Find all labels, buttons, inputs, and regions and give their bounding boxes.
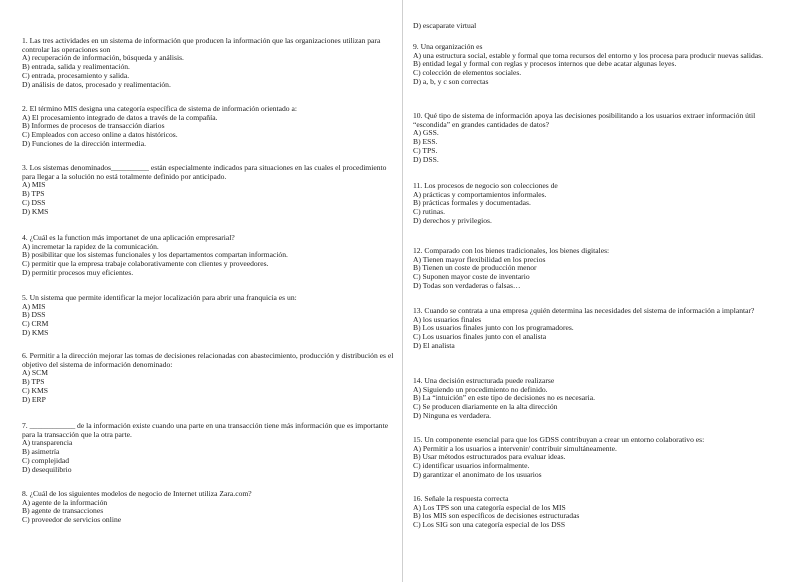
option-b: B) La “intuición” en este tipo de decisiones no es necesaria. <box>413 393 595 403</box>
question-1 <box>22 37 394 89</box>
option-b: B) ESS. <box>413 137 438 147</box>
question-text: 7. ____________ de la información existe cuando una parte en una transacción tiene más información que es importante para la transacción que la otra parte. <box>22 421 389 439</box>
option-c: C) CRM <box>22 319 49 329</box>
option-a: A) transparencia <box>22 438 73 448</box>
option-b: B) prácticas formales y documentadas. <box>413 198 531 208</box>
option-c: C) proveedor de servicios online <box>22 515 122 525</box>
option-d: D) derechos y privilegios. <box>413 215 492 225</box>
option-a: A) prácticas y comportamientos informales. <box>413 189 547 199</box>
option-a: A) SCM <box>22 368 48 378</box>
option-c: C) KMS <box>22 385 48 395</box>
question-10 <box>413 112 793 164</box>
option-a: A) agente de la información <box>22 497 108 507</box>
option-d: D) a, b, y c son correctas <box>413 76 489 86</box>
question-text: 2. El término MIS designa una categoría específica de sistema de información orientado a: <box>22 104 297 113</box>
option-a: A) GSS. <box>413 128 439 138</box>
option-a: A) MIS <box>22 180 46 190</box>
question-text: 14. Una decisión estructurada puede realizarse <box>413 376 555 385</box>
option-b: B) TPS <box>22 377 45 387</box>
option-d: D) KMS <box>22 327 49 337</box>
option-c: C) entrada, procesamiento y salida. <box>22 70 130 80</box>
question-8-continued <box>413 22 793 31</box>
option-d: D) DSS. <box>413 154 439 164</box>
question-11 <box>413 182 793 226</box>
question-6 <box>22 352 394 404</box>
question-text: 5. Un sistema que permite identificar la mejor localización para abrir una franquicia es un: <box>22 293 297 302</box>
option-d: D) El analista <box>413 340 455 350</box>
option-d: D) garantizar el anonimato de los usuarios <box>413 469 542 479</box>
option-c: C) Suponen mayor coste de inventario <box>413 272 530 282</box>
option-a: A) Siguiendo un procedimiento no definido. <box>413 384 548 394</box>
option-a: A) El procesamiento integrado de datos a través de la compañía. <box>22 112 218 122</box>
option-d: D) Funciones de la dirección intermedia. <box>22 138 146 148</box>
question-text: 11. Los procesos de negocio son colecciones de <box>413 181 558 190</box>
question-12 <box>413 247 793 291</box>
option-b: B) agente de transacciones <box>22 506 104 516</box>
option-c: C) colección de elementos sociales. <box>413 68 522 78</box>
option-c: C) Se producen diariamente en la alta dirección <box>413 402 558 412</box>
option-c: C) permitir que la empresa trabaje colaborativamente con clientes y proveedores. <box>22 259 269 269</box>
column-divider <box>402 0 403 582</box>
option-d: D) desequilibrio <box>22 464 72 474</box>
option-d: D) análisis de datos, procesado y realimentación. <box>22 79 171 89</box>
option-d: D) Todas son verdaderas o falsas… <box>413 280 521 290</box>
option-b: B) entidad legal y formal con reglas y procesos internos que debe acatar algunas leyes. <box>413 59 677 69</box>
option-b: B) TPS <box>22 189 45 199</box>
question-text: 8. ¿Cuál de los siguientes modelos de negocio de Internet utiliza Zara.com? <box>22 489 252 498</box>
question-8 <box>22 490 394 525</box>
option-c: C) Empleados con acceso online a datos históricos. <box>22 130 178 140</box>
option-a: A) MIS <box>22 301 46 311</box>
option-d: D) Ninguna es verdadera. <box>413 410 492 420</box>
option-b: B) DSS <box>22 310 46 320</box>
question-text: 12. Comparado con los bienes tradicionales, los bienes digitales: <box>413 246 610 255</box>
question-15 <box>413 436 793 480</box>
question-text: 6. Permitir a la dirección mejorar las tomas de decisiones relacionadas con abastecimiento, producción y distribución es el objetivo del sistema de información denominado: <box>22 351 394 369</box>
question-3 <box>22 164 394 216</box>
option-a: A) Los TPS son una categoría especial de los MIS <box>413 502 566 512</box>
question-4 <box>22 234 394 278</box>
question-9 <box>413 43 793 87</box>
option-c: C) TPS. <box>413 145 438 155</box>
option-c: C) complejidad <box>22 455 70 465</box>
question-text: 9. Una organización es <box>413 42 483 51</box>
option-b: B) entrada, salida y realimentación. <box>22 62 130 72</box>
option-d: D) KMS <box>22 206 49 216</box>
option-a: A) una estructura social, estable y formal que toma recursos del entorno y los procesa para producir nuevas salidas. <box>413 50 764 60</box>
question-text: 16. Señale la respuesta correcta <box>413 494 509 503</box>
question-text: 13. Cuando se contrata a una empresa ¿quién determina las necesidades del sistema de información a implantar? <box>413 306 755 315</box>
question-16 <box>413 495 793 530</box>
question-text: 4. ¿Cuál es la function más importanet de una aplicación empresarial? <box>22 233 235 242</box>
question-text: 10. Qué tipo de sistema de información apoya las decisiones posibilitando a los usuarios extraer información útil “escondida” en grandes cantidades de datos? <box>413 111 756 129</box>
question-text: 15. Un componente esencial para que los GDSS contribuyan a crear un entorno colaborativo es: <box>413 435 705 444</box>
option-b: B) Tienen un coste de producción menor <box>413 263 537 273</box>
option-c: C) rutinas. <box>413 207 446 217</box>
question-5 <box>22 294 394 338</box>
option-b: B) Informes de procesos de transacción diarios <box>22 121 165 131</box>
option-a: A) recuperación de información, búsqueda y análisis. <box>22 53 184 63</box>
option-b: B) asimetría <box>22 447 60 457</box>
option-a: A) Permitir a los usuarios a intervenir/ contribuir simultáneamente. <box>413 443 617 453</box>
option-d: D) escaparate virtual <box>413 21 477 30</box>
option-c: C) identificar usuarios informalmente. <box>413 461 530 471</box>
option-a: A) incremetar la rapidez de la comunicación. <box>22 241 159 251</box>
question-14 <box>413 377 793 421</box>
option-d: D) ERP <box>22 394 46 404</box>
option-a: A) los usuarios finales <box>413 314 482 324</box>
option-b: B) posibilitar que los sistemas funcionales y los departamentos compartan información. <box>22 250 288 260</box>
option-c: C) DSS <box>22 197 46 207</box>
question-13 <box>413 307 793 351</box>
question-2 <box>22 105 394 149</box>
option-c: C) Los usuarios finales junto con el analista <box>413 332 547 342</box>
question-text: 3. Los sistemas denominados__________ están especialmente indicados para situaciones en las cuales el procedimiento para llegar a la solución no está totalmente definido por anticipado. <box>22 163 387 181</box>
question-text: 1. Las tres actividades en un sistema de información que producen la información que las organizaciones utilizan para controlar las operaciones son <box>22 36 381 54</box>
question-7 <box>22 422 394 474</box>
option-c: C) Los SIG son una categoría especial de los DSS <box>413 520 566 530</box>
option-d: D) permitir procesos muy eficientes. <box>22 267 134 277</box>
option-a: A) Tienen mayor flexibilidad en los precios <box>413 254 546 264</box>
option-b: B) los MIS son específicos de decisiones estructuradas <box>413 511 580 521</box>
option-b: B) Los usuarios finales junto con los programadores. <box>413 323 574 333</box>
option-b: B) Usar métodos estructurados para evaluar ideas. <box>413 452 566 462</box>
